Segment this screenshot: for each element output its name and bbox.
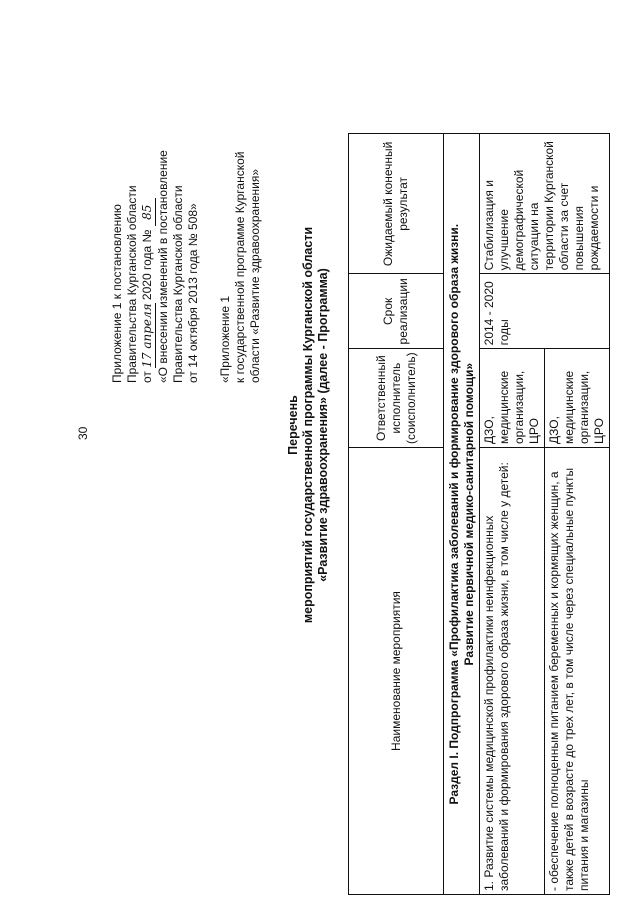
date-suffix: 2020 года № [140,229,154,301]
annex-reference [218,152,263,383]
header-executor: Ответственный исполнитель (соисполнитель) [349,349,444,448]
row-1-result: Стабилизация и улучшение демографической ситуации на территории Курганской области за счет повышения рождаемости и [480,134,610,274]
annex-line-1: «Приложение 1 [218,295,232,383]
date-prefix: от [140,371,154,383]
header-date-line [140,150,156,383]
header-period: Срок реализации [349,274,444,349]
header-line-6: от 14 октября 2013 года № 508» [186,203,200,383]
title-line-3: «Развитие здравоохранения» (далее - Программа) [316,268,330,582]
header-line-4: «О внесении изменений в постановление [156,150,170,383]
title-line-1: Перечень [286,395,300,455]
handwritten-date: 17 апреля [140,303,154,368]
annex-line-2: к государственной программе Курганской [233,151,247,383]
table-row [480,134,545,895]
section-line-2: Развитие первичной медико-санитарной помощи» [461,362,476,666]
section-line-1: Раздел I. Подпрограмма «Профилактика заболеваний и формирование здорового образа жизни. [446,223,461,805]
handwritten-number: 85 [140,198,156,226]
table-header-row [349,134,444,895]
header-result: Ожидаемый конечный результат [349,134,444,274]
title-line-2: мероприятий государственной программы Курганской области [301,226,315,624]
row-1-name: 1. Развитие системы медицинской профилактики неинфекционных заболеваний и формирования здорового образа жизни, в том числе у детей: [480,448,545,895]
section-row [444,134,480,895]
section-title [444,134,480,895]
annex-line-3: области «Развитие здравоохранения» [248,168,262,383]
header-name: Наименование мероприятия [349,448,444,895]
document-title [286,125,331,725]
measures-table [348,133,610,895]
header-line-1: Приложение 1 к постановлению [110,204,124,383]
row-1-executor: ДЗО, медицинские организации, ЦРО [480,349,545,448]
resolution-header [110,150,201,383]
row-1-period: 2014 - 2020 годы [480,274,610,349]
page-number: 30 [76,426,90,440]
row-2-name: - обеспечение полноценным питанием беременных и кормящих женщин, а также детей в возрасте до трех лет, в том числе через специальные пункты питания и магазины [545,448,610,895]
header-line-2: Правительства Курганской области [125,185,139,383]
row-2-executor: ДЗО, медицинские организации, ЦРО [545,349,610,448]
header-line-5: Правительства Курганской области [171,185,185,383]
